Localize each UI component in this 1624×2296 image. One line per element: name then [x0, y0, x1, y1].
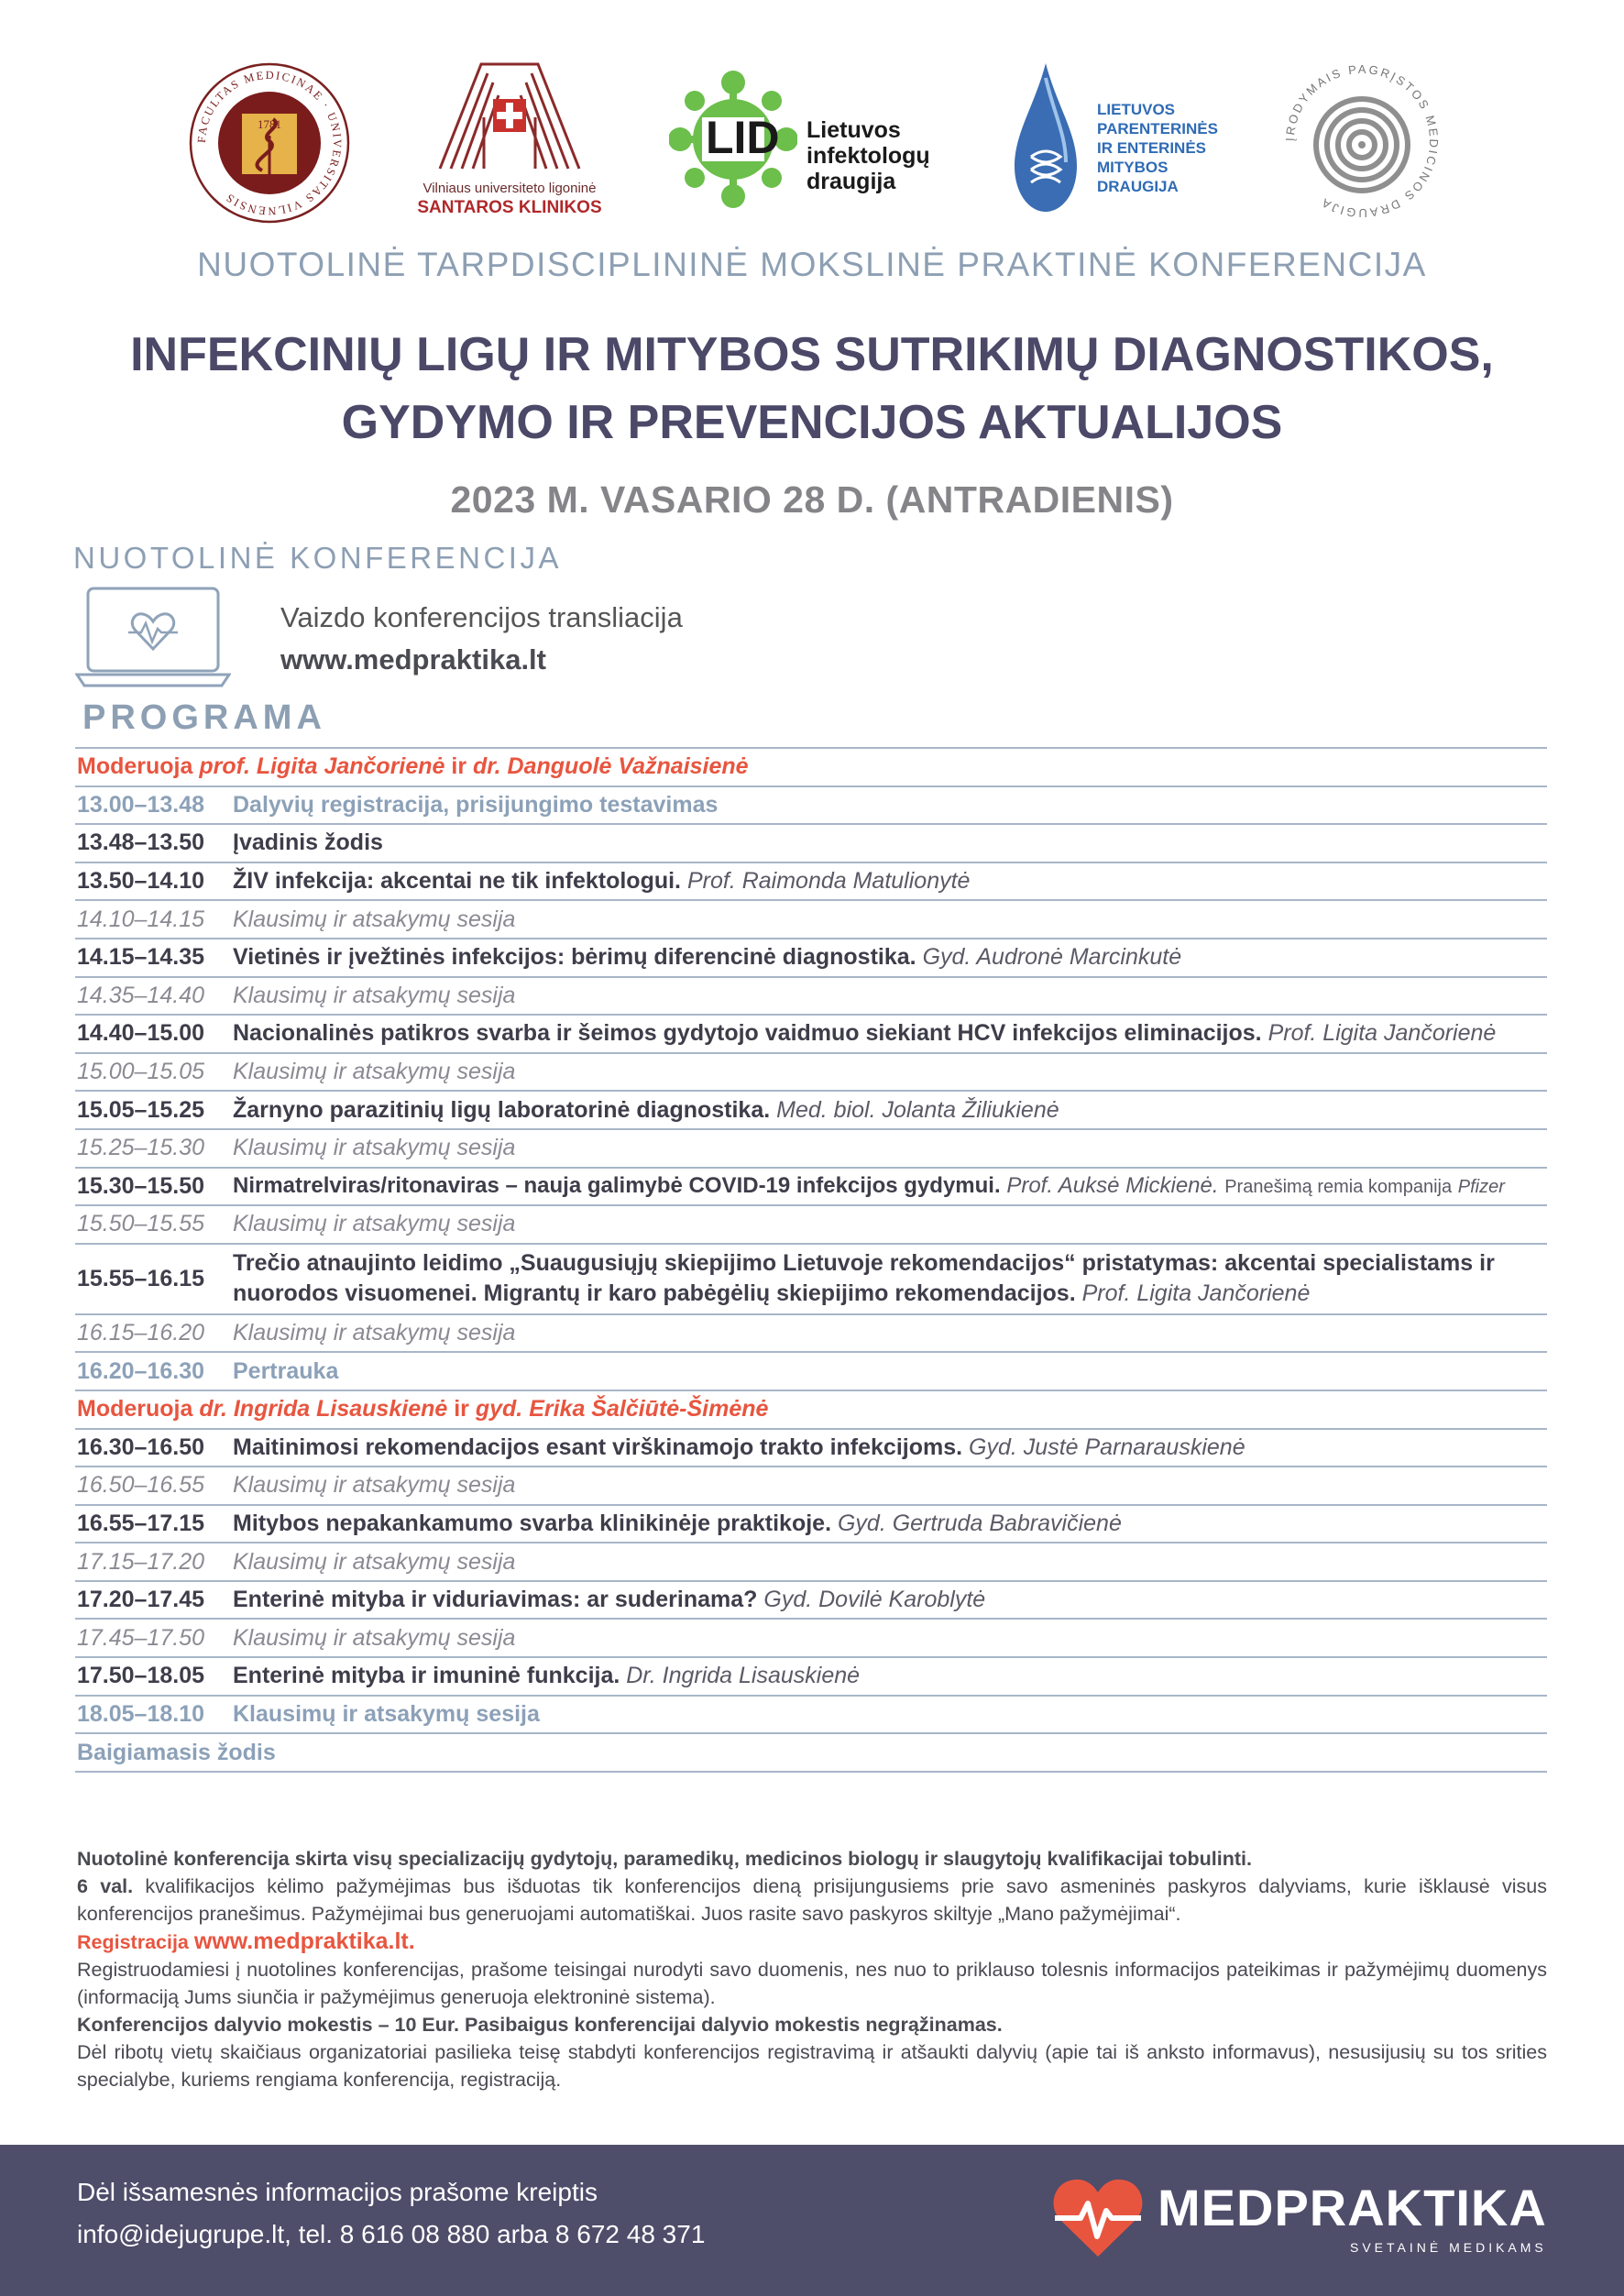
- schedule-row: [75, 1130, 1547, 1169]
- video-broadcast-link[interactable]: www.medpraktika.lt: [280, 643, 546, 676]
- schedule-row: [75, 901, 1547, 939]
- certificate-note: 6 val. kvalifikacijos kėlimo pažymėjimas bus išduotas tik konferencijos dieną prisijungusiems prie savo asmeninės paskyros dalyviams, kurie išklausė visus konferencijos pranešimus. Pažymėjimai bus generuojami automatiškai. Juos rasite savo paskyros skiltyje „Mano pažymėjimai“.: [77, 1875, 1547, 1925]
- schedule-row: [75, 1054, 1547, 1093]
- session-title: Klausimų ir atsakymų sesija: [233, 1059, 516, 1085]
- session-title: Klausimų ir atsakymų sesija: [233, 1211, 516, 1237]
- fee-note: Konferencijos dalyvio mokestis – 10 Eur. Pasibaigus konferencijai dalyvio mokestis negrąžinamas.: [77, 2014, 1003, 2036]
- session-time: 13.50–14.10: [77, 868, 205, 895]
- session-title: Dalyvių registracija, prisijungimo testavimas: [233, 791, 719, 818]
- lid-line2: infektologų: [807, 143, 930, 169]
- moderator-name: prof. Ligita Jančorienė: [199, 753, 445, 780]
- session-title: Baigiamasis žodis: [77, 1739, 276, 1765]
- heart-pulse-icon: [1048, 2170, 1148, 2262]
- session-speaker: Dr. Ingrida Lisauskienė: [626, 1663, 861, 1689]
- iprgm-ring-text: ĮRODYMAIS PAGRĮSTOS MEDICINOS DRAUGIJA: [1282, 61, 1442, 221]
- audience-note: Nuotolinė konferencija skirta visų specializacijų gydytojų, paramedikų, medicinos biologų ir slaugytojų kvalifikacijai tobulinti.: [77, 1848, 1252, 1870]
- session-time: 15.55–16.15: [77, 1265, 205, 1291]
- session-title: Klausimų ir atsakymų sesija: [233, 982, 516, 1008]
- session-speaker: Med. biol. Jolanta Žiliukienė: [776, 1096, 1059, 1123]
- session-title: Klausimų ir atsakymų sesija: [233, 906, 516, 932]
- sponsor-note: Pranešimą remia kompanija: [1224, 1176, 1453, 1197]
- session-time: 14.15–14.35: [77, 944, 205, 971]
- title-line2: GYDYMO IR PREVENCIJOS AKTUALIJOS: [341, 396, 1283, 449]
- title-line1: INFEKCINIŲ LIGŲ IR MITYBOS SUTRIKIMŲ DIAGNOSTIKOS,: [130, 328, 1494, 381]
- session-title: Klausimų ir atsakymų sesija: [233, 1548, 516, 1575]
- registration-note: Registruodamiesi į nuotolines konferencijas, prašome teisingai nurodyti savo duomenis, nes nuo to priklauso tolesnis informacijos pateikimas ir pažymėjimų duomenys (informaciją Jums siunčia ir pažymėjimus generuoja elektroninė sistema).: [77, 1959, 1547, 2008]
- session-speaker: Prof. Ligita Jančorienė: [1267, 1020, 1497, 1047]
- conference-date: 2023 M. VASARIO 28 D. (ANTRADIENIS): [450, 478, 1174, 521]
- conference-notes: [77, 1845, 1547, 2093]
- session-time: 14.40–15.00: [77, 1020, 205, 1047]
- santaros-line1: Vilniaus universiteto ligoninė: [422, 181, 597, 196]
- lid-logo: [669, 66, 944, 213]
- vu-year: 1781: [258, 117, 281, 131]
- session-title: Nirmatrelviras/ritonaviras – nauja galimybė COVID-19 infekcijos gydymui.: [233, 1172, 1001, 1198]
- session-time: 16.20–16.30: [77, 1357, 205, 1384]
- schedule-row: [75, 787, 1547, 826]
- session-time: 14.10–14.15: [77, 906, 205, 932]
- session-time: 17.50–18.05: [77, 1663, 205, 1689]
- evidence-based-medicine-logo: [1281, 60, 1443, 222]
- session-time: 15.05–15.25: [77, 1096, 205, 1123]
- schedule-row: [75, 939, 1547, 978]
- lid-abbr: LID: [706, 112, 780, 163]
- moderator-name: gyd. Erika Šalčiūtė-Šimėnė: [475, 1396, 769, 1423]
- session-time: 16.15–16.20: [77, 1320, 205, 1346]
- session-title: Maitinimosi rekomendacijos esant virškinamojo trakto infekcijoms.: [233, 1434, 963, 1460]
- session-title: Trečio atnaujinto leidimo „Suaugusiųjų skiepijimo Lietuvoje rekomendacijos“ pristatymas: akcentai specialistams ir nuorodos visuomenei. Migrantų ir karo pabėgėlių skiepijimo rekomendacijos.: [233, 1250, 1495, 1307]
- session-title: Vietinės ir įvežtinės infekcijos: bėrimų diferencinė diagnostika.: [233, 944, 916, 971]
- registration-label: Registracija: [77, 1931, 189, 1953]
- session-time: 16.55–17.15: [77, 1510, 205, 1536]
- schedule-row: [75, 1092, 1547, 1130]
- santaros-line2: SANTAROS KLINIKOS: [417, 198, 602, 217]
- schedule-row: [75, 1430, 1547, 1468]
- cancellation-note: Dėl ribotų vietų skaičiaus organizatoriai pasilieka teisę stabdyti konferencijos registravimą ir atšaukti dalyvių (apie tai iš anksto informavus), nesusijusių su tos srities specialybe, kuriems rengiama konferencija, registraciją.: [77, 2041, 1547, 2091]
- lpeds-name: [1097, 100, 1218, 196]
- santaros-building-icon: [403, 62, 616, 170]
- session-time: 17.45–17.50: [77, 1624, 205, 1651]
- schedule-row: [75, 1582, 1547, 1620]
- moderator-name: dr. Danguolė Važnaisienė: [473, 753, 749, 780]
- video-broadcast-label: Vaizdo konferencijos transliacija: [280, 601, 683, 633]
- schedule-row: [75, 1315, 1547, 1354]
- session-title: Klausimų ir atsakymų sesija: [233, 1624, 516, 1651]
- lid-line1: Lietuvos: [807, 117, 901, 143]
- moderators-row: [75, 749, 1547, 787]
- session-speaker: Prof. Ligita Jančorienė: [1081, 1280, 1311, 1307]
- santaros-klinikos-logo: [403, 62, 616, 224]
- schedule-row: [75, 1658, 1547, 1697]
- registration-line: [77, 1928, 1547, 1956]
- session-speaker: Gyd. Justė Parnarauskienė: [969, 1434, 1245, 1460]
- session-time: 15.25–15.30: [77, 1135, 205, 1161]
- sponsor-name: Pfizer: [1457, 1176, 1505, 1197]
- lpeds-line3: IR ENTERINĖS: [1097, 139, 1207, 157]
- brand-name: MEDPRAKTIKA: [1158, 2179, 1547, 2236]
- lid-line3: draugija: [807, 169, 896, 194]
- session-speaker: Gyd. Audronė Marcinkutė: [922, 944, 1182, 971]
- drop-icon: [1013, 60, 1079, 215]
- svg-text:ĮRODYMAIS PAGRĮSTOS MEDICINOS: [1283, 62, 1441, 220]
- moderator-name: dr. Ingrida Lisauskienė: [199, 1396, 448, 1423]
- session-speaker: Prof. Auksė Mickienė.: [1006, 1172, 1219, 1198]
- program-heading: PROGRAMA: [82, 698, 326, 737]
- session-time: 13.00–13.48: [77, 791, 205, 818]
- session-speaker: Gyd. Gertruda Babravičienė: [837, 1510, 1122, 1536]
- contact-details[interactable]: info@idejugrupe.lt, tel. 8 616 08 880 arba 8 672 48 371: [77, 2220, 706, 2248]
- schedule-row: [75, 978, 1547, 1016]
- session-speaker: Prof. Raimonda Matulionytė: [686, 868, 971, 895]
- footer: [0, 2145, 1624, 2296]
- session-title: Žarnyno parazitinių ligų laboratorinė diagnostika.: [233, 1096, 771, 1123]
- session-title: Mitybos nepakankamumo svarba klinikinėje praktikoje.: [233, 1510, 832, 1536]
- session-time: 18.05–18.10: [77, 1700, 205, 1727]
- moderators-line: Moderuoja prof. Ligita Jančorienė ir dr. Danguolė Važnaisienė: [77, 753, 749, 780]
- schedule-row: [75, 1467, 1547, 1506]
- schedule-row: [75, 1169, 1547, 1207]
- session-title: Pertrauka: [233, 1357, 339, 1384]
- schedule-row: [75, 1506, 1547, 1544]
- schedule-row: [75, 825, 1547, 863]
- session-title: Klausimų ir atsakymų sesija: [233, 1700, 540, 1727]
- session-time: 15.00–15.05: [77, 1059, 205, 1085]
- lpeds-line5: DRAUGIJA: [1097, 178, 1179, 195]
- schedule-row: [75, 1016, 1547, 1054]
- session-speaker: Gyd. Dovilė Karoblytė: [763, 1587, 986, 1613]
- schedule-row: [75, 1620, 1547, 1658]
- brand-tagline: SVETAINĖ MEDIKAMS: [1350, 2240, 1547, 2255]
- vu-ring-text: FACULTAS MEDICINAE · UNIVERSITAS VILNENSIS: [194, 68, 345, 218]
- session-title: Enterinė mityba ir imuninė funkcija.: [233, 1663, 620, 1689]
- session-title: ŽIV infekcija: akcentai ne tik infektologui.: [233, 868, 682, 895]
- session-time: 17.20–17.45: [77, 1587, 205, 1613]
- session-title: Nacionalinės patikros svarba ir šeimos gydytojo vaidmuo siekiant HCV infekcijos eliminacijos.: [233, 1020, 1262, 1047]
- session-title: Įvadinis žodis: [233, 829, 383, 856]
- session-title: Klausimų ir atsakymų sesija: [233, 1135, 516, 1161]
- moderators-row: [75, 1391, 1547, 1430]
- session-time: 15.30–15.50: [77, 1172, 205, 1199]
- schedule-row: [75, 863, 1547, 902]
- lpeds-line1: LIETUVOS: [1097, 101, 1176, 118]
- session-time: 16.30–16.50: [77, 1434, 205, 1460]
- schedule-row: [75, 1543, 1547, 1582]
- session-time: 15.50–15.55: [77, 1211, 205, 1237]
- session-title: Enterinė mityba ir viduriavimas: ar suderinama?: [233, 1587, 758, 1613]
- schedule-row: [75, 1734, 1547, 1773]
- moderators-line: Moderuoja dr. Ingrida Lisauskienė ir gyd. Erika Šalčiūtė-Šimėnė: [77, 1396, 769, 1423]
- session-time: 17.15–17.20: [77, 1548, 205, 1575]
- contact-intro: Dėl išsamesnės informacijos prašome kreiptis: [77, 2178, 598, 2206]
- medpraktika-logo: [1048, 2170, 1561, 2262]
- lpeds-line4: MITYBOS: [1097, 159, 1169, 176]
- session-time: 14.35–14.40: [77, 982, 205, 1008]
- schedule-row: [75, 1353, 1547, 1391]
- lid-name: [807, 117, 930, 194]
- online-conference-label: NUOTOLINĖ KONFERENCIJA: [73, 541, 562, 575]
- lpeds-logo: [1013, 60, 1251, 220]
- program-schedule: [75, 747, 1547, 1773]
- schedule-row: [75, 1245, 1547, 1315]
- logo-strip: [0, 55, 1624, 238]
- laptop-heartbeat-icon: [75, 585, 231, 687]
- registration-link[interactable]: www.medpraktika.lt.: [193, 1928, 415, 1954]
- schedule-row: [75, 1697, 1547, 1735]
- conference-title: [0, 321, 1624, 456]
- session-time: 16.50–16.55: [77, 1472, 205, 1499]
- schedule-row: [75, 1206, 1547, 1245]
- vu-medicine-faculty-logo: [189, 62, 350, 224]
- session-title: Klausimų ir atsakymų sesija: [233, 1320, 516, 1346]
- session-title: Klausimų ir atsakymų sesija: [233, 1472, 516, 1499]
- session-time: 13.48–13.50: [77, 829, 205, 856]
- lpeds-line2: PARENTERINĖS: [1097, 120, 1218, 137]
- conference-type: NUOTOLINĖ TARPDISCIPLININĖ MOKSLINĖ PRAKTINĖ KONFERENCIJA: [197, 246, 1427, 283]
